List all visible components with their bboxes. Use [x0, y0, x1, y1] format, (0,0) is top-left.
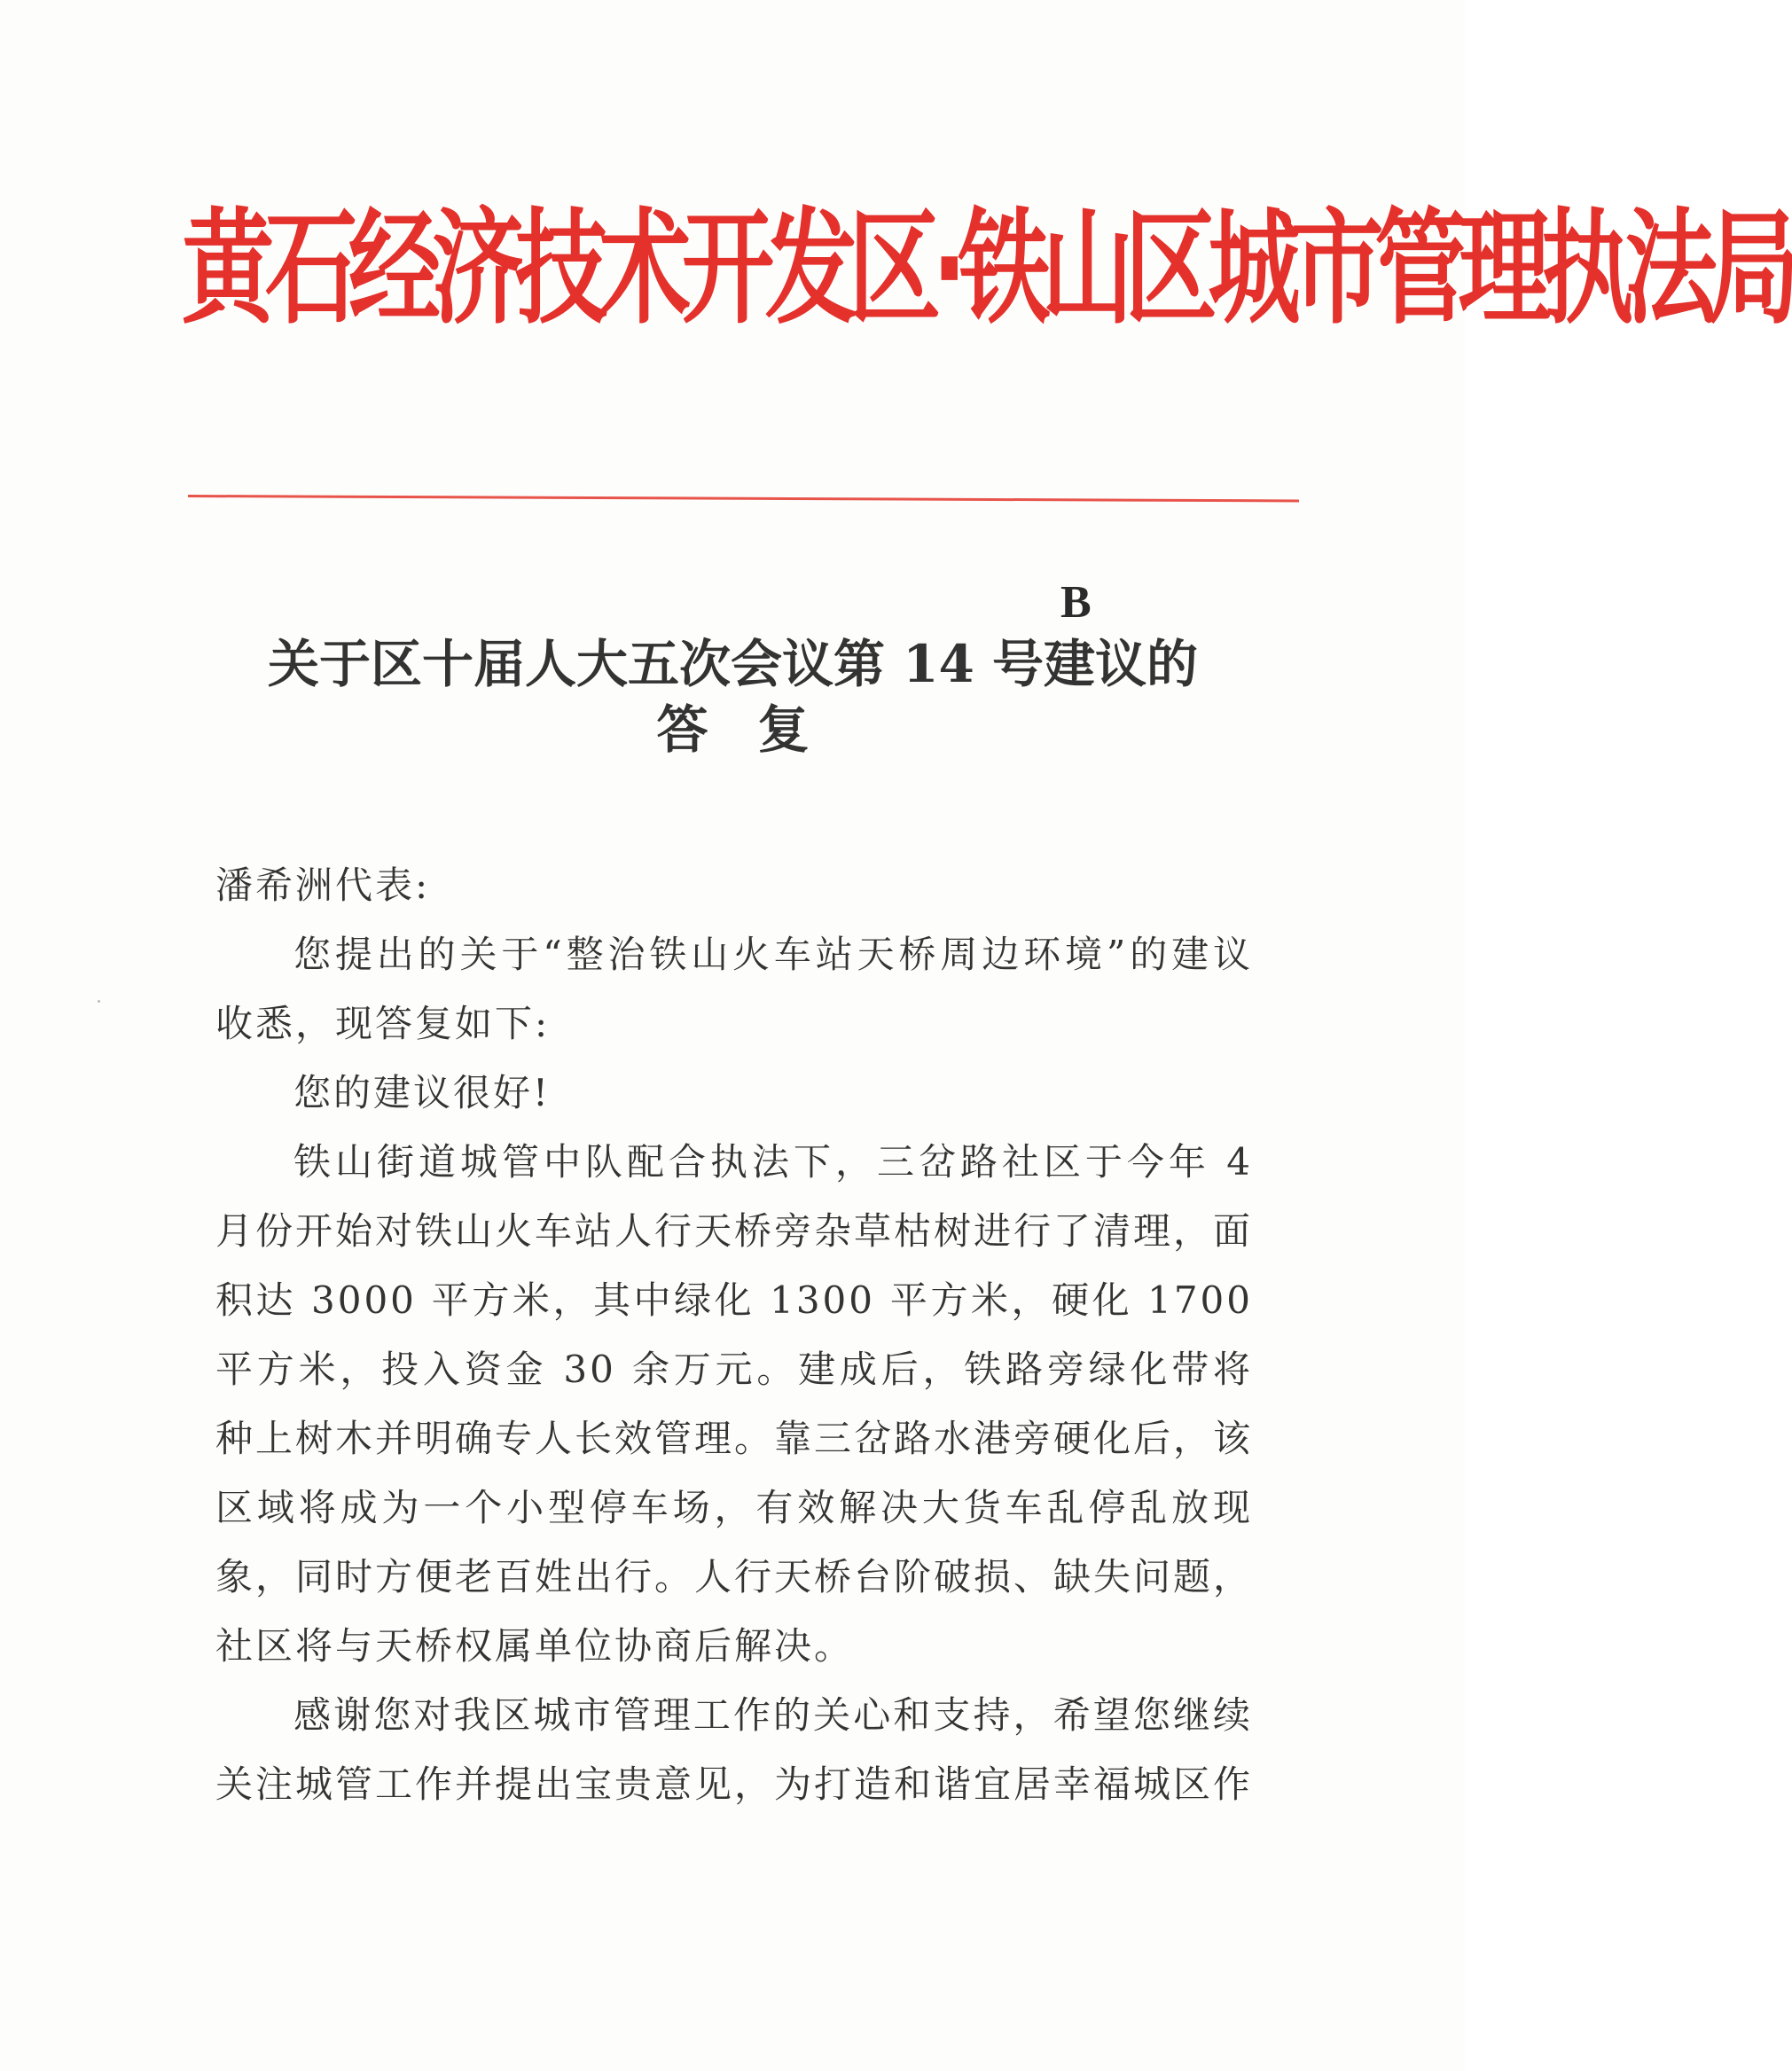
document-mark: B — [1060, 577, 1092, 628]
scan-speck — [98, 1000, 100, 1003]
letterhead-org-name: 黄石经济技术开发区·铁山区城市管理执法局 — [182, 195, 1792, 342]
title-line-2: 答复 — [656, 699, 859, 760]
body-paragraph: 感谢您对我区城市管理工作的关心和支持，希望您继续关注城管工作并提出宝贵意见，为打造和谐宜居幸福城区作 — [215, 1693, 1254, 1806]
body-paragraph: 您的建议很好! — [293, 1071, 551, 1114]
document-body — [215, 851, 1253, 1819]
letterhead-red-rule — [188, 495, 1299, 502]
salutation: 潘希洲代表: — [215, 864, 431, 907]
body-paragraph: 您提出的关于“整治铁山火车站天桥周边环境”的建议收悉，现答复如下: — [215, 933, 1253, 1045]
document-title — [177, 631, 1288, 762]
title-line-1: 关于区十届人大五次会议第 14 号建议的 — [267, 634, 1199, 694]
body-paragraph: 铁山街道城管中队配合执法下，三岔路社区于今年 4 月份开始对铁山火车站人行天桥旁杂草枯树进行了清理，面积达 3000 平方米，其中绿化 1300 平方米，硬化 1700 平方米，投入资金 30 余万元。建成后，铁路旁绿化带将种上树木并明确专人长效管理。靠三岔路水港旁硬化后，该区域将成为一个小型停车场，有效解决大货车乱停乱放现象，同时方便老百姓出行。人行天桥台阶破损、缺失问题，社区将与天桥权属单位协商后解决。 — [215, 1140, 1254, 1668]
